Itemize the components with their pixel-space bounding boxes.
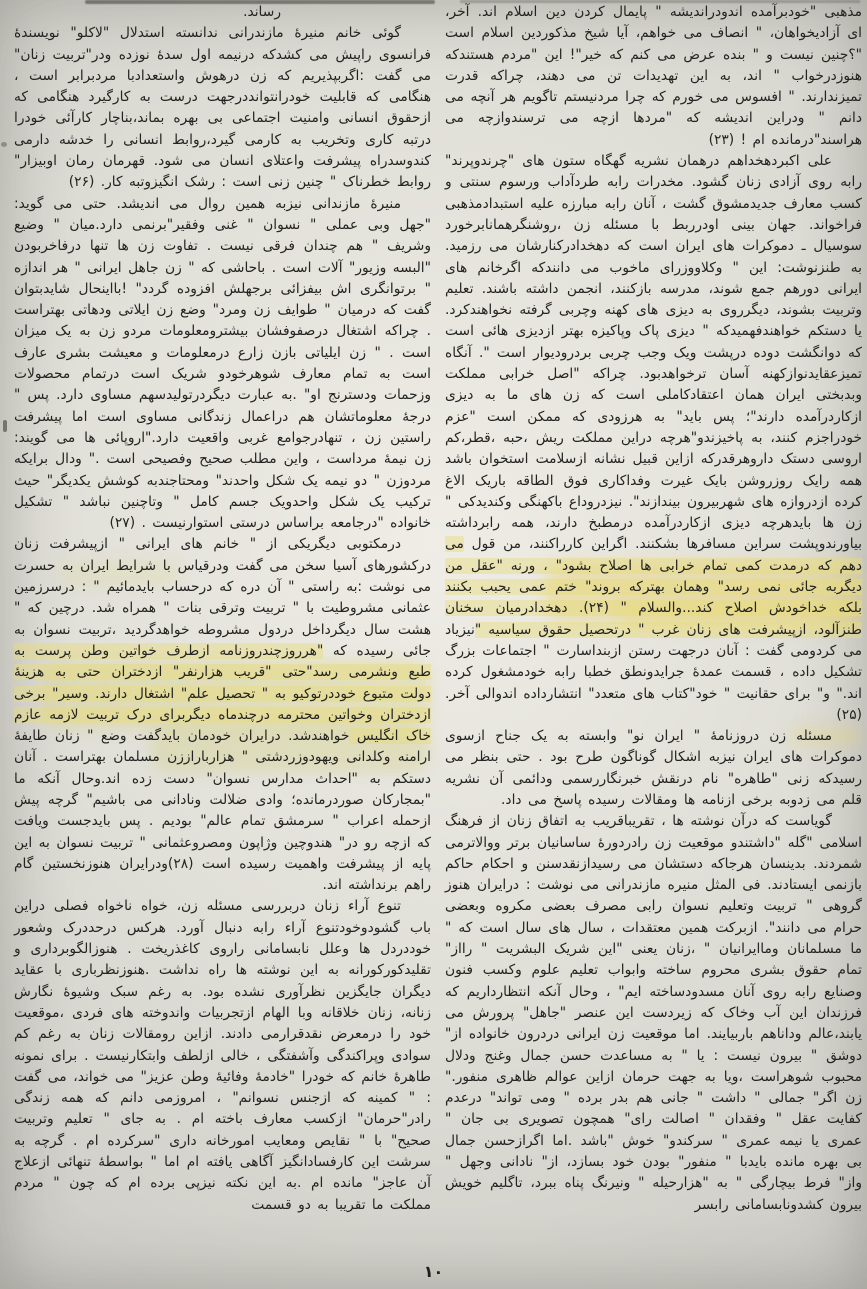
paragraph	[14, 2, 281, 23]
body-text: خواهندشد. درایران خودمان بایدگفت وضع " زنان طایفهٔ ارامنه وکلدانی ویهودوزردشتی " هزارباراززن مسلمان بهتراست . آنان دستکم به "احداث مدارس نسوان" دست زده اند.وحال آنکه ما "بمجارکان صوردرمانده؛ وادی ضلالت ونادانی می باشیم" گرچه پیش ازحمله اعراب " سرمشق تمام عالم" بودیم . پس بایدجست ویافت که ازچه رو در" هندوچین وژاپون ومصروعثمانی " تربیت نسوان به این پایه از پیشرفت واهمیت رسیده است (۲۸)ودرایران هنوزنخستین گام راهم برنداشته اند.	[14, 728, 431, 894]
body-text: رساند.	[243, 4, 281, 20]
paragraph	[445, 151, 862, 726]
paragraph	[14, 534, 431, 896]
highlighted-text: "هرروزچندروزنامه ازطرف خواتین وطن پرست به طبع ونشرمی رسد"حتی "قریب هزارنفر" ازدختران حتی به هزینهٔ دولت متبوع خوددرتوکیو به " تحصیل علم" اشتغال دارند. وسیر" برخی ازدختران وخواتین محترمه درچندماه دیگربرای درک تربیت لازمه عازم خاک انگلیس	[14, 642, 431, 745]
body-text: مسئله زن دروزنامهٔ " ایران نو" وابسته به یک جناح ازسوی دموکرات های ایران نیزبه اشکال گوناگون طرح بود . حتی بنظر می رسیدکه زنی "طاهره" نام درنقش خبرنگاررسمی ودائمی آن نشریه قلم می زدوبه برخی ازنامه ها ومقالات رسیده پاسخ می داد.	[445, 728, 862, 808]
body-text: نیزیاد می کردومی گفت : آنان درجهت رستن ازبنداسارت " اجتماعات بزرگ تشکیل داده ، قسمت عمدهٔ جرایدونطق خطبا رابه خودمشغول کرده اند." و" برای حقانیت " خود"کتاب های متعدد" انتشارداده اندوالی آخر. (۲۵)	[445, 621, 862, 723]
text-column-left	[14, 2, 431, 1216]
body-text: گوئی خانم منیرهٔ مازندرانی ندانسته استدلال "لاکلو" نویسندهٔ فرانسوی راپیش می کشدکه درنیمه اول سدهٔ نوزده ودر"تربیت زنان" می گفت :اگربپذیریم که زن درهوش واستعدادبا مردبرابر است ، هنگامی که قابلیت خودرانتوانددرجهت درست به کارگیرد هنگامی که ازحقوق انسانی وامنیت اجتماعی بی بهره بماند،بناچار کارآئی خودرا درتبه کاری وتخریب به کارمی گیرد،روابط انسانی را خدشه دارمی کندوسدراه پیشرفت واعتلای انسان می شود. قهرمان رمان اوبیزار" روابط خطرناک " چنین زنی است : رشک انگیزوتبه کار. (۲۶)	[14, 25, 431, 191]
body-text: علی اکبردهخداهم درهمان نشریه گهگاه ستون های "چرندوپرند" رابه روی آزادی زنان گشود. مخدرات رابه طردآداب ورسوم سنتی و کسب معارف جدیدمشوق گشت ، آنان رابه مبارزه علیه استبدادمذهبی فراخواند. جهان بینی اودرربط با مسئله زن ،روشنگرهمانابرخورد سوسیال ـ دموکرات های ایران است که دهخدادرکنارشان می رزمید. به طنزنوشت: این " وکلاووزرای ماخوب می دانندکه اگرخانم های ایرانی دورهم جمع شوند، مدرسه بازکنند، انجمن داشته باشند. تعلیم وتربیت بشوند، دیگرروی به دیزی های کهنه وچربی گرفته نخواهندکرد. یا دستکم خواهندفهمیدکه " دیزی پاک وپاکیزه بهتر ازدیزی هائی است که دوانگشت دوده درپشت ویک وجب چربی بردرودیوار است ". آنگاه تمیزعقایدنوازکهنه آسان ترخواهدبود. چراکه "اصل خرابی مملکت وبدبختی ایران همان اعتقادکاملی است که زن های ما به دیزی ازکاردرآمده دارند"؛ پس باید" به هرزودی که ممکن است "عزم خودراجزم کنند، به پاخیزندو"هرچه دراین مملکت ریش ،حبه ،قطر،کم اروسی دستک داروهرقدرکه ازاین قبیل نشانه ازسلامت استخوان باشد همه رایک روزروشن بایک غیرت وفداکاری فوق الطاقه باریک الاغ کرده ازدروازه های شهربیرون بیندازند". نیزدروداع باکهنگی وکندیدکی " زن ها بایدهرچه دیزی ازکاردرآمده درمطبخ دارند، همه رابرداشته بیاورندوپشت سراین مسافرها بشکنند. اگراین کارراکنند، من قول	[445, 153, 862, 553]
paragraph	[445, 811, 862, 1216]
paragraph	[445, 2, 862, 151]
body-text: تنوع آراء زنان دربررسی مسئله زن، خواه ناخواه فصلی دراین باب گشودوخودتنوع آراء رابه دنبال آورد. هرکس درحددرک وشعور خوددردل ها وعلل نابسامانی راروی کاغذریخت . هنوزالگوبرداری و تقلیدکورکورانه به این نوشته ها راه نداشت .هنوزنظرباری با عقاید دیگران جایگزین نظرآوری نشده بود. به رغم سبک وشیوهٔ نگارش زنانه، زنان خلاقانه وبا الهام ازتجربیات واندوخته های فردی ،موقعیت خود را درمعرض نقدقرارمی دادند. ازاین رومقالات زنان به رغم کم سوادی وپراکندگی وآشفتگی ، خالی ازلطف وابتکارنیست . برای نمونه طاهرهٔ خانم که خودرا "خادمهٔ وفائیهٔ وطن عزیز" می خواند، می گفت : " کمینه که ازجنس نسوانم" ، امروزمی دانم که همه زندگی رادر"حرمان" ازکسب معارف باخته ام . به جای " تعلیم وتربیت صحیح" با " نقایص ومعایب امورخانه داری "سرکرده ام . گرچه به سرشت این کارفسادانگیز آگاهی یافته ام اما " بواسطهٔ تنهائی ازعلاج آن عاجز" مانده ام .به این نکته نیزپی برده ام که چون " مردم مملکت ما تقریبا به دو قسمت	[14, 898, 431, 1213]
text-columns	[5, 2, 862, 1216]
paragraph	[445, 726, 862, 811]
paragraph	[14, 896, 431, 1215]
highlighted-text: می دهم که درمدت کمی تمام خرابی ها اصلاح بشود" ، ورنه "عقل من دیگربه جائی نمی رسد" وهمان بهترکه بروند" ختم عمی یحبب بکنند بلکه خداخودش اصلاح کند...والسلام " (۲۴). دهخدادرمیان سخنان طنزآلود، ازپیشرفت های زنان غرب " درتحصیل حقوق سیاسیه "	[445, 536, 862, 638]
body-text: گویاست که درآن نوشته ها ، تقریباقریب به اتفاق زنان از فرهنگ اسلامی "گله "داشتندو موقعیت زن رادردورهٔ ساسانیان برتر ووالاترمی شمردند. بدینسان هرجاکه دستشان می رسیدازنقدسنن و احکام حاکم بازنمی ایستادند. فی المثل منیره مازندرانی می نوشت : درایران هنوز گروهی " تربیت وتعلیم نسوان رابی مصرف بعضی مکروه وبعضی حرام می دانند". ازبرکت همین معتقدات ، سال های سال است که " ما مسلمانان وماایرانیان " ،زنان یعنی "این شریک البشریت " رااز" تمام حقوق بشری محروم ساخته وابواب تعلیم علوم وکسب فنون وصنایع رابه روی آنان مسدودساخته ایم" ، وحال آنکه انتظارداریم که فرزندان این آب وخاک که زیردست این عنصر "جاهل" پرورش می یابند،عالم وداناهم باربیایند. اما موقعیت زن ایرانی دردرون خانواده از" دوشق " بیرون نیست : یا " به مساعدت حسن جمال وغنج ودلال محبوب شوهراست ،ویا به جهت حرمان ازاین عوالم ظاهری منفور." زن اگر" جمالی " داشت " جانی هم بدر برده " ومی تواند" درعدم کفایت عقل " وفقدان " اصالت رای" همچون تصویری بی جان " عمری یا نیمه عمری " سرکندو" خوش "باشد .اما اگرازحسن جمال بی بهره مانده بایدبا " منفور" بودن خود بسازد، از" نادانی وجهل " واز" فرط بیچارگی " به "هزارحیله " ونیرنگ پناه ببرد، تاگلیم خویش بیرون کشدونابسامانی رابسر	[445, 813, 862, 1213]
body-text: منیرهٔ مازندانی نیزبه همین روال می اندیشد. حتی می گوید: "جهل وبی عملی " نسوان " غنی وفقیر"برنمی دارد.میان " وضیع وشریف " هم چندان فرقی نیست . تفاوت زن ها تنها درفاخربودن "البسه وزیور" آلات است . باحاشی که " زن جاهل ایرانی " هر اندازه " برتوانگری اش بیفزائی برجهلش افزوده گردد" !بااینحال شایدبتوان گفت که درمیان " طوایف زن ومرد" وضع زن ایلاتی ودهاتی بهتراست . چراکه اشتغال درصفوفشان بیشترومعلومات مردو زن به یک میزان است . " زن ایلیاتی بازن زارع درمعلومات و معیشت بشری عارف است به تمام معارف شوهرخودو شریک است درتمام محصولات وزحمات ودسترنج او" .به عبارت دیگردرتولیدسهم مساوی دارد. پس " درجهٔ معلوماتشان هم دراعمال زندگانی مساوی است اما پیشرفت راستین زن ، تنهادرجوامع غربی واقعیت دارد."اروپائی ها می گویند: زن نیمهٔ مرداست ، واین مطلب صحیح وفصیحی است ." ودال برایکه مردوزن " دو نیمه یک شکل واحدند" ومحتاجندبه کوشش یکدیگر" حیث ترکیب یک شکل واحدویک جسم کامل " وتاچنین نباشد " تشکیل خانواده "درجامعه براساس درستی استوارنیست . (۲۷)	[14, 195, 431, 532]
page-number: ١٠	[423, 1262, 444, 1281]
paragraph	[14, 194, 431, 535]
body-text: درمکتوبی دیگریکی از " خانم های ایرانی " ازپیشرفت زنان درکشورهای آسیا سخن می گفت ودرقیاس با شرایط ایران به حسرت می نوشت :به راستی " آن دره که درحساب بایدمائیم " : درسرزمین عثمانی مشروطیت با " تربیت وترقی بنات " همراه شد. درچین که " هشت سال دیگرداخل دردول مشروطه خواهدگردید ،تربیت نسوان به جائی رسیده که	[14, 536, 432, 659]
text-column-right	[445, 2, 862, 1216]
body-text: مذهبی "خودبرآمده اندودراندیشه " پایمال کردن دین اسلام اند. آخر، ای آزادیخواهان، " انصاف می خواهم، آیا شیخ مذکوردین اسلام است "؟چنین نیست و " بنده عرض می کنم که خیر"! این "مردم هستندکه هنوزدرخواب " اند، به این تهدیدات تن می دهند، چراکه قدرت تمیزندارند. " افسوس می خورم که چرا مردنیستم تاگویم هر آنچه می دانم " ودراین اندیشه که "مردها ازچه می ترسندوازچه می هراسند"درمانده ام ! (۲۳)	[445, 4, 862, 148]
paragraph	[14, 23, 431, 193]
